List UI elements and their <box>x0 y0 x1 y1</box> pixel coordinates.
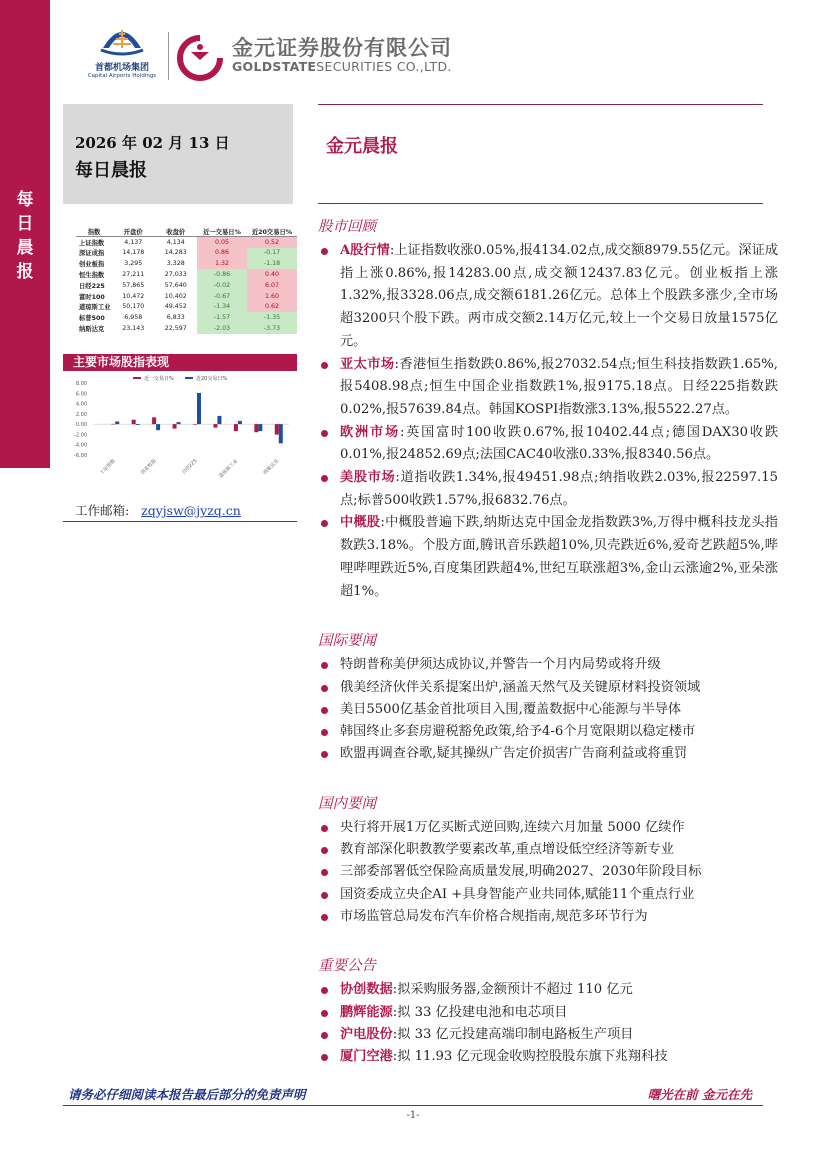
index-row <box>76 280 297 291</box>
col-header: 指数 <box>76 226 112 237</box>
change-1d: -0.67 <box>197 291 247 302</box>
index-name: 恒生指数 <box>79 272 105 280</box>
x-tick-label: 日经225 <box>181 458 199 476</box>
item-text: :英国富时100收跌0.67%,报10402.44点;德国DAX30收跌0.01%,报24852.69点;法国CAC40收涨0.33%,报8340.56点。 <box>340 424 779 463</box>
y-tick-label: -4.00 <box>74 442 87 449</box>
y-tick-label: 0.00 <box>75 422 87 429</box>
report-type: 每日晨报 <box>75 160 147 181</box>
bar <box>152 417 156 424</box>
bar <box>115 421 119 424</box>
open-price: 27,211 <box>122 271 145 279</box>
change-1d: 0.05 <box>197 237 247 248</box>
side-char: 日 <box>16 214 34 234</box>
page-number: -1- <box>406 1110 420 1121</box>
company-name-cn: 金元证券股份有限公司 <box>232 36 452 60</box>
item-text: :拟 33 亿投建电池和电芯项目 <box>392 1004 568 1020</box>
y-tick-label: -2.00 <box>74 432 87 439</box>
open-price: 50,170 <box>122 303 145 311</box>
email-line <box>75 501 241 519</box>
side-char: 每 <box>16 190 34 210</box>
section-title-intl-news: 国际要闻 <box>318 633 376 650</box>
airport-logo <box>82 22 162 92</box>
item-heading: 沪电股份 <box>340 1026 393 1042</box>
email-rule <box>63 521 297 522</box>
item-heading: 协创数据 <box>340 982 393 998</box>
index-row <box>76 237 297 248</box>
report-date: 2026 年 02 月 13 日 <box>75 134 230 152</box>
bar <box>193 424 197 425</box>
item-text: :中概股普遍下跌,纳斯达克中国金龙指数跌3%,万得中概科技龙头指数跌3.18%。个股方面,腾讯音乐跌超10%,贝壳跌近6%,爱奇艺跌超5%,哔哩哔哩跌近5%,百度集团跌超4%,世纪互联涨超3%,金山云涨逾2%,亚朵涨超1%。 <box>340 515 778 599</box>
side-tab <box>0 0 50 468</box>
index-table <box>76 226 297 334</box>
list-item <box>318 467 778 512</box>
section-title-domestic-news: 国内要闻 <box>318 795 376 812</box>
change-20d: -1.35 <box>247 312 297 323</box>
change-20d: -1.18 <box>247 258 297 269</box>
change-1d: -0.86 <box>197 269 247 280</box>
date-panel <box>63 104 293 204</box>
close-price: 6,833 <box>166 314 185 322</box>
email-link[interactable]: zqyjsw@jyzq.cn <box>141 503 241 518</box>
news-item: 特朗普称美伊须达成协议,并警告一个月内局势或将升级 <box>318 654 778 676</box>
side-char: 报 <box>16 262 34 282</box>
col-header: 近20交易日% <box>247 226 297 237</box>
announcements-list <box>318 979 778 1068</box>
footer-rule <box>63 1105 763 1106</box>
item-text: :道指收跌1.34%,报49451.98点;纳指收跌2.03%,报22597.15点;标普500收跌1.57%,报6832.76点。 <box>340 470 778 508</box>
side-tab-text <box>0 188 50 284</box>
index-row <box>76 312 297 323</box>
news-item: 市场监管总局发布汽车价格合规指南,规范多环节行为 <box>318 906 778 928</box>
list-item <box>318 1002 778 1024</box>
col-header: 近一交易日% <box>197 226 247 237</box>
main-title: 金元晨报 <box>326 136 398 157</box>
list-item <box>318 354 778 422</box>
bar <box>279 424 283 443</box>
index-name: 道琼斯工业 <box>79 304 111 312</box>
bar <box>234 424 238 431</box>
y-tick-label: 6.00 <box>75 391 87 398</box>
change-20d: 1.60 <box>247 291 297 302</box>
bar <box>177 422 181 424</box>
bar <box>254 424 258 432</box>
index-name: 上证指数 <box>79 239 105 247</box>
item-heading: 鹏辉能源 <box>340 1004 393 1020</box>
change-20d: -0.17 <box>247 248 297 259</box>
item-text: :拟 11.93 亿元现金收购控股股东旗下兆翔科技 <box>392 1049 668 1065</box>
index-name: 深证成指 <box>79 250 105 258</box>
bar <box>258 424 262 431</box>
airport-logo-cn: 首都机场集团 <box>94 63 149 73</box>
top-rule <box>318 104 763 105</box>
news-item: 美日5500亿基金首批项目入围,覆盖数据中心能源与半导体 <box>318 699 778 721</box>
change-20d: 0.40 <box>247 269 297 280</box>
intl-news-list <box>318 654 778 765</box>
close-price: 3,328 <box>166 260 185 268</box>
bar <box>275 424 279 434</box>
bar <box>238 421 242 424</box>
index-row <box>76 302 297 313</box>
index-row <box>76 258 297 269</box>
change-20d: 6.07 <box>247 280 297 291</box>
item-text: :香港恒生指数跌0.86%,报27032.54点;恒生科技指数跌1.65%,报5408.98点;恒生中国企业指数跌1%,报9175.18点。日经225指数跌0.02%,报57639.84点。韩国KOSPI指数涨3.13%,报5522.27点。 <box>340 356 779 417</box>
index-row <box>76 248 297 259</box>
change-1d: 1.32 <box>197 258 247 269</box>
news-item: 欧盟再调查谷歌,疑其操纵广告定价损害广告商利益或将重罚 <box>318 743 778 765</box>
item-text: :拟采购服务器,金额预计不超过 110 亿元 <box>392 982 633 998</box>
domestic-news-list <box>318 817 778 928</box>
market-index-chart <box>63 371 297 489</box>
close-price: 14,283 <box>164 249 187 257</box>
close-price: 22,597 <box>164 325 187 333</box>
item-text: :上证指数收涨0.05%,报4134.02点,成交额8979.55亿元。深证成指上涨0.86%,报14283.00点,成交额12437.83亿元。创业板指上涨1.32%,报3328.06点,成交额6181.26亿元。总体上个股跌多涨少,全市场超3200只个股下跌。两市成交额2.14万亿元,较上一个交易日放量1575亿元。 <box>340 243 779 349</box>
bar <box>213 424 217 427</box>
legend-label: 近20交易日% <box>196 376 228 382</box>
y-tick-label: -6.00 <box>74 453 87 459</box>
close-price: 49,452 <box>164 303 187 311</box>
index-name: 创业板指 <box>79 261 105 269</box>
x-tick-label: 道琼斯工业 <box>218 458 240 480</box>
item-heading: 美股市场 <box>340 470 396 486</box>
index-row <box>76 291 297 302</box>
list-item <box>318 1046 778 1068</box>
change-20d: 0.52 <box>247 237 297 248</box>
bar <box>197 393 201 424</box>
market-review-list <box>318 240 778 603</box>
bar <box>217 416 221 424</box>
list-item <box>318 512 778 603</box>
item-heading: 中概股 <box>340 515 381 531</box>
index-table-header <box>76 226 297 237</box>
close-price: 10,402 <box>164 292 187 300</box>
market-chart-title: 主要市场股指表现 <box>63 354 297 371</box>
index-name: 富时100 <box>79 293 105 301</box>
news-item: 三部委部署低空保险高质量发展,明确2027、2030年阶段目标 <box>318 861 778 883</box>
open-price: 4,137 <box>124 238 143 246</box>
y-tick-label: 4.00 <box>75 401 87 408</box>
open-price: 6,958 <box>124 314 143 322</box>
news-item: 俄美经济伙伴关系提案出炉,涵盖天然气及关键原材料投资领域 <box>318 677 778 699</box>
item-heading: A股行情 <box>340 243 390 258</box>
list-item <box>318 1024 778 1046</box>
change-20d: -3.73 <box>247 323 297 334</box>
index-name: 标普500 <box>79 315 105 323</box>
item-heading: 亚太市场 <box>340 356 395 372</box>
change-1d: -1.34 <box>197 302 247 313</box>
index-name: 纳斯达克 <box>79 326 105 334</box>
change-1d: -0.02 <box>197 280 247 291</box>
close-price: 4,134 <box>166 238 185 246</box>
close-price: 27,033 <box>164 271 187 279</box>
item-heading: 欧洲市场 <box>340 424 400 440</box>
news-item: 央行将开展1万亿买断式逆回购,连续六月加量 5000 亿续作 <box>318 817 778 839</box>
email-label: 工作邮箱: <box>75 503 130 518</box>
goldstate-logo-icon <box>176 34 224 82</box>
x-tick-label: 上证指数 <box>99 458 117 476</box>
news-item: 韩国终止多套房避税豁免政策,给予4-6个月宽限期以稳定楼市 <box>318 721 778 743</box>
open-price: 23,143 <box>122 325 145 333</box>
col-header: 开盘价 <box>112 226 155 237</box>
airport-logo-en: Capital Airports Holdings <box>87 73 157 79</box>
change-1d: -2.03 <box>197 323 247 334</box>
section-title-market-review: 股市回顾 <box>318 219 376 235</box>
bar <box>111 424 115 425</box>
y-tick-label: 2.00 <box>75 411 87 418</box>
bar <box>136 424 140 425</box>
bar <box>173 424 177 428</box>
change-20d: 0.62 <box>247 302 297 313</box>
company-name-en-bold: GOLDSTATE <box>232 59 317 74</box>
index-row <box>76 323 297 334</box>
airport-logo-icon <box>99 22 145 58</box>
title-rule <box>318 203 763 204</box>
open-price: 14,178 <box>122 249 145 257</box>
legend-swatch <box>185 377 193 379</box>
main-content <box>318 215 778 1068</box>
change-1d: -1.57 <box>197 312 247 323</box>
col-header: 收盘价 <box>155 226 198 237</box>
legend-swatch <box>133 377 141 379</box>
index-row <box>76 269 297 280</box>
close-price: 57,640 <box>164 281 187 289</box>
logo-divider <box>168 32 169 80</box>
open-price: 10,472 <box>122 292 145 300</box>
list-item <box>318 240 778 354</box>
news-item: 国资委成立央企AI +具身智能产业共同体,赋能11个重点行业 <box>318 884 778 906</box>
y-tick-label: 8.00 <box>75 381 87 387</box>
legend-label: 近一交易日% <box>144 376 174 382</box>
side-char: 晨 <box>16 238 34 258</box>
company-name-en <box>232 59 452 74</box>
item-heading: 厦门空港 <box>340 1049 393 1065</box>
disclaimer-note: 请务必仔细阅读本报告最后部分的免责声明 <box>68 1087 306 1102</box>
x-tick-label: 纳斯达克 <box>263 458 281 476</box>
item-text: :拟 33 亿元投建高端印制电路板生产项目 <box>392 1026 634 1042</box>
bar <box>156 424 160 430</box>
change-1d: 0.86 <box>197 248 247 259</box>
list-item <box>318 979 778 1001</box>
bar <box>132 420 136 424</box>
news-item: 教育部深化职教教学要素改革,重点增设低空经济等新专业 <box>318 839 778 861</box>
goldstate-logo <box>176 34 452 86</box>
index-name: 日经225 <box>79 282 105 290</box>
open-price: 57,865 <box>122 281 145 289</box>
slogan: 曙光在前 金元在先 <box>647 1087 752 1102</box>
x-tick-label: 创业板指 <box>140 458 158 476</box>
open-price: 3,295 <box>124 260 143 268</box>
list-item <box>318 422 778 467</box>
company-name-en-rest: SECURITIES CO.,LTD. <box>316 59 452 74</box>
section-title-announcements: 重要公告 <box>318 958 376 975</box>
